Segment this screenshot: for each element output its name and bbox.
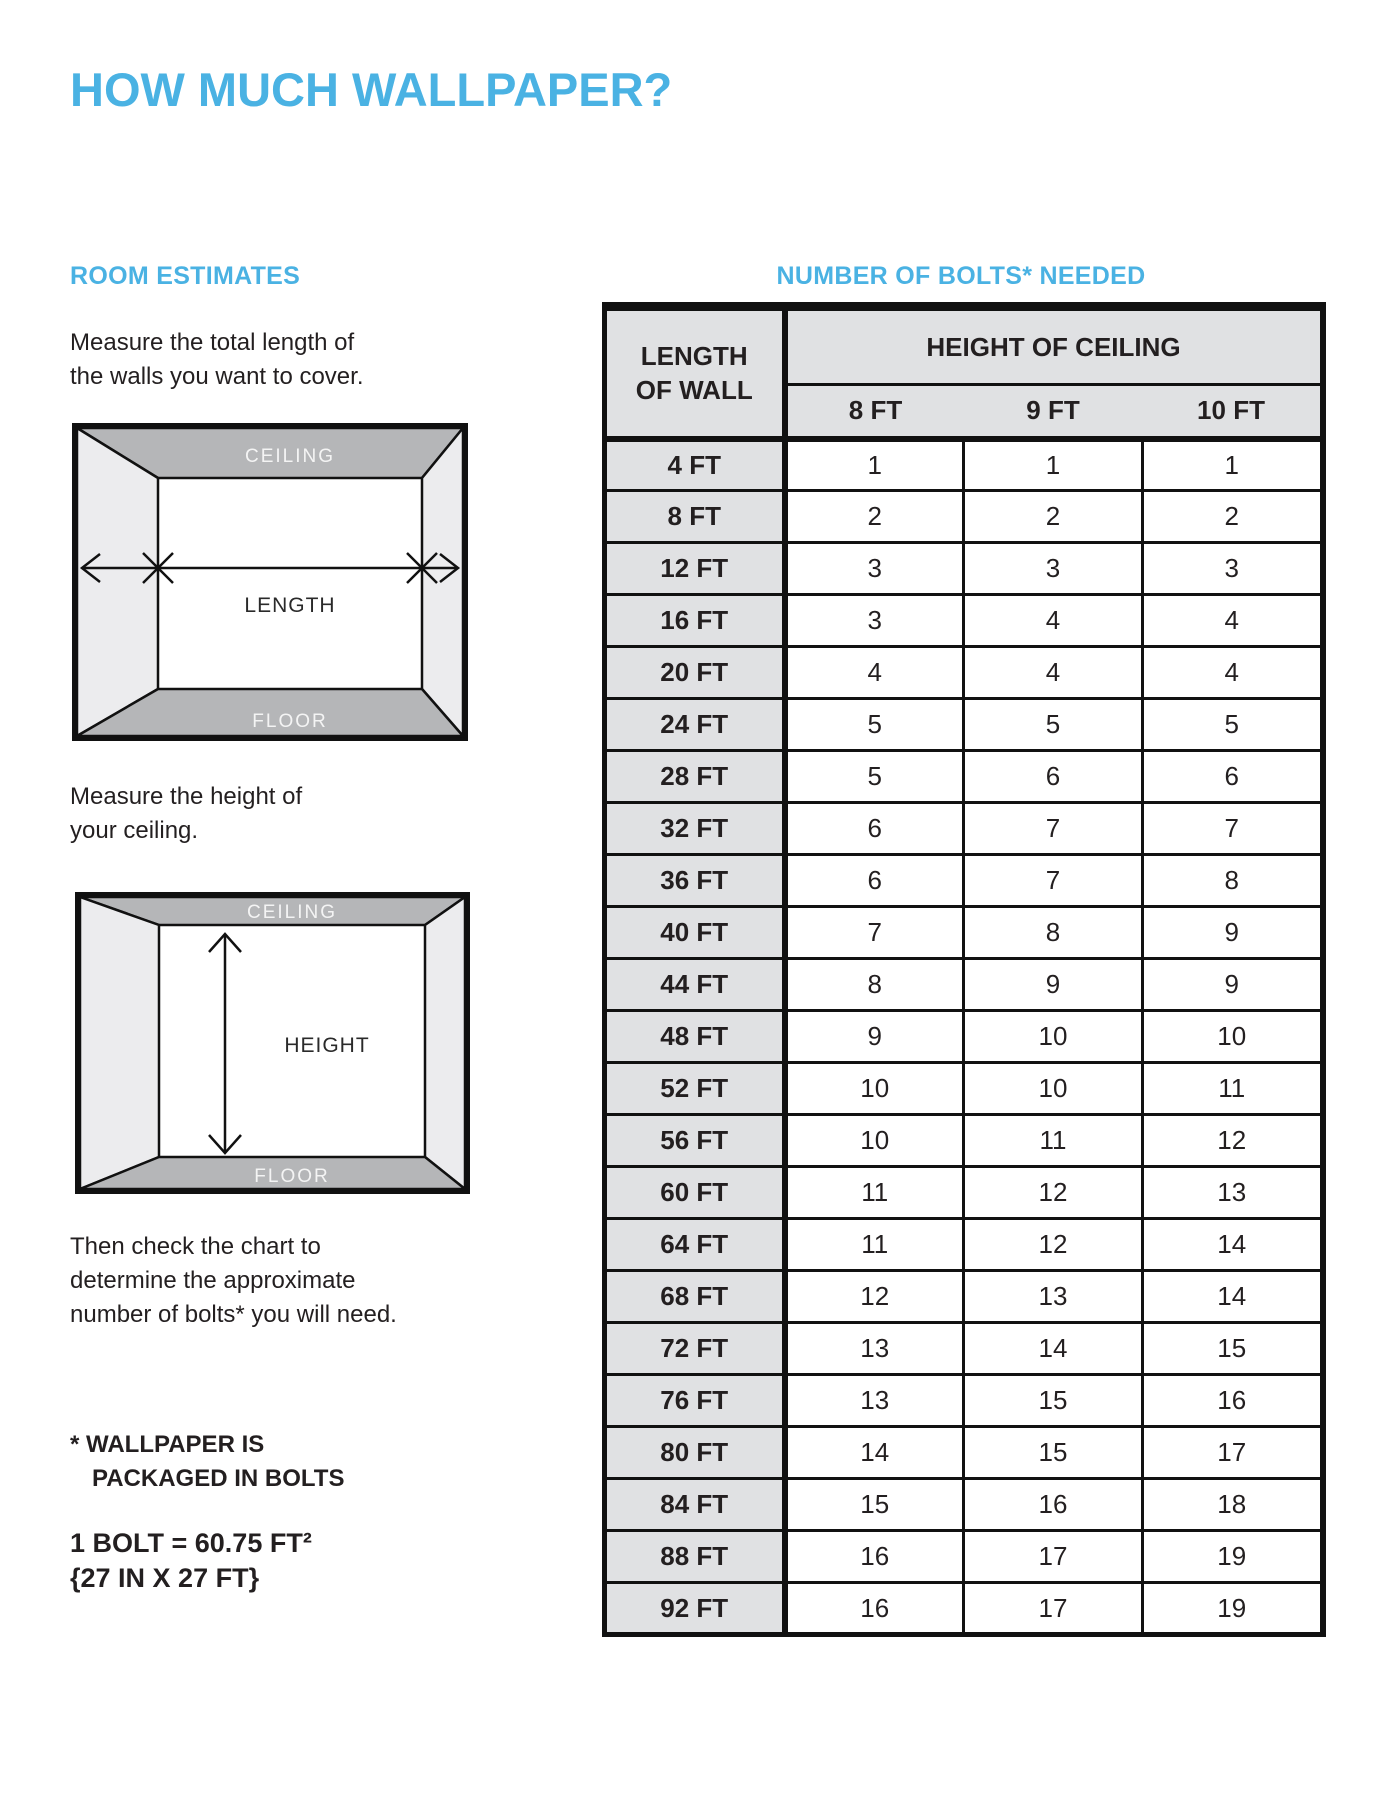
- left-wall-panel: [77, 428, 158, 736]
- row-label: 68 FT: [605, 1271, 785, 1323]
- bolts-needed-heading: NUMBER OF BOLTS* NEEDED: [776, 262, 1146, 290]
- table-row: [605, 1115, 1323, 1167]
- table-cell: 16: [1143, 1375, 1323, 1427]
- table-cell: 15: [785, 1479, 964, 1531]
- table-cell: 17: [1143, 1427, 1323, 1479]
- table-row: [605, 1219, 1323, 1271]
- table-row: [605, 1375, 1323, 1427]
- table-cell: 6: [785, 855, 964, 907]
- row-label: 12 FT: [605, 543, 785, 595]
- table-cell: 19: [1143, 1531, 1323, 1583]
- table-cell: 2: [785, 491, 964, 543]
- row-label: 44 FT: [605, 959, 785, 1011]
- table-cell: 14: [785, 1427, 964, 1479]
- row-label: 20 FT: [605, 647, 785, 699]
- table-cell: 11: [785, 1167, 964, 1219]
- right-wall-panel: [422, 428, 463, 736]
- table-cell: 9: [964, 959, 1143, 1011]
- table-cell: 8: [964, 907, 1143, 959]
- table-cell: 16: [785, 1531, 964, 1583]
- row-label: 16 FT: [605, 595, 785, 647]
- paragraph-line: Measure the total length of: [70, 329, 355, 356]
- row-label: 48 FT: [605, 1011, 785, 1063]
- table-cell: 3: [785, 543, 964, 595]
- table-cell: 4: [1143, 595, 1323, 647]
- table-cell: 13: [785, 1323, 964, 1375]
- table-cell: 4: [785, 647, 964, 699]
- table-cell: 4: [964, 595, 1143, 647]
- paragraph-line: Measure the height of: [70, 783, 303, 810]
- row-label: 36 FT: [605, 855, 785, 907]
- table-cell: 7: [964, 803, 1143, 855]
- row-label: 52 FT: [605, 1063, 785, 1115]
- footnote-line: PACKAGED IN BOLTS: [92, 1465, 345, 1492]
- table-cell: 7: [785, 907, 964, 959]
- table-cell: 5: [785, 699, 964, 751]
- table-cell: 5: [1143, 699, 1323, 751]
- table-cell: 4: [1143, 647, 1323, 699]
- row-label: 28 FT: [605, 751, 785, 803]
- ceiling-label: CEILING: [246, 902, 338, 923]
- table-row: [605, 1427, 1323, 1479]
- table-row: [605, 1063, 1323, 1115]
- table-cell: 2: [964, 491, 1143, 543]
- bolt-definition-line: 1 BOLT = 60.75 FT²: [70, 1528, 312, 1558]
- table-row: [605, 699, 1323, 751]
- table-cell: 1: [785, 439, 964, 491]
- paragraph-line: determine the approximate: [70, 1267, 356, 1294]
- table-cell: 18: [1143, 1479, 1323, 1531]
- table-cell: 10: [964, 1011, 1143, 1063]
- table-row: [605, 959, 1323, 1011]
- row-label: 8 FT: [605, 491, 785, 543]
- table-cell: 6: [964, 751, 1143, 803]
- table-row: [605, 1011, 1323, 1063]
- row-label: 40 FT: [605, 907, 785, 959]
- table-cell: 11: [785, 1219, 964, 1271]
- table-cell: 11: [964, 1115, 1143, 1167]
- paragraph-line: your ceiling.: [70, 817, 199, 844]
- row-label: 72 FT: [605, 1323, 785, 1375]
- room-estimates-heading: ROOM ESTIMATES: [70, 262, 301, 290]
- table-cell: 14: [1143, 1219, 1323, 1271]
- table-row: [605, 1271, 1323, 1323]
- row-label: 4 FT: [605, 439, 785, 491]
- table-row: [605, 491, 1323, 543]
- table-cell: 10: [785, 1115, 964, 1167]
- row-label: 76 FT: [605, 1375, 785, 1427]
- table-cell: 13: [1143, 1167, 1323, 1219]
- height-label: HEIGHT: [284, 1034, 370, 1057]
- table-cell: 13: [964, 1271, 1143, 1323]
- table-cell: 5: [785, 751, 964, 803]
- row-label: 92 FT: [605, 1583, 785, 1635]
- right-wall-panel: [425, 897, 465, 1189]
- column-header-9ft: 9 FT: [964, 385, 1143, 439]
- room-length-diagram: [72, 423, 468, 741]
- table-cell: 12: [785, 1271, 964, 1323]
- table-cell: 14: [1143, 1271, 1323, 1323]
- table-row: [605, 595, 1323, 647]
- table-row: [605, 1583, 1323, 1635]
- table-cell: 1: [964, 439, 1143, 491]
- footnote-line: * WALLPAPER IS: [70, 1431, 265, 1458]
- page-title: HOW MUCH WALLPAPER?: [70, 63, 673, 116]
- column-header-10ft: 10 FT: [1143, 385, 1323, 439]
- table-cell: 17: [964, 1583, 1143, 1635]
- instruction-paragraph-1: [70, 326, 363, 394]
- header-line: OF WALL: [635, 375, 753, 406]
- table-cell: 10: [1143, 1011, 1323, 1063]
- table-row: [605, 1167, 1323, 1219]
- row-label: 24 FT: [605, 699, 785, 751]
- table-cell: 3: [785, 595, 964, 647]
- table-cell: 19: [1143, 1583, 1323, 1635]
- table-cell: 6: [1143, 751, 1323, 803]
- table-cell: 5: [964, 699, 1143, 751]
- instruction-paragraph-3: [70, 1230, 397, 1332]
- paragraph-line: the walls you want to cover.: [70, 363, 364, 390]
- table-cell: 4: [964, 647, 1143, 699]
- table-row: [605, 907, 1323, 959]
- table-cell: 9: [785, 1011, 964, 1063]
- table-cell: 17: [964, 1531, 1143, 1583]
- table-cell: 9: [1143, 907, 1323, 959]
- table-cell: 15: [964, 1375, 1143, 1427]
- row-label: 64 FT: [605, 1219, 785, 1271]
- length-label: LENGTH: [244, 594, 336, 617]
- table-cell: 10: [785, 1063, 964, 1115]
- table-cell: 6: [785, 803, 964, 855]
- table-cell: 3: [1143, 543, 1323, 595]
- table-row: [605, 543, 1323, 595]
- row-label: 32 FT: [605, 803, 785, 855]
- table-cell: 12: [1143, 1115, 1323, 1167]
- table-cell: 7: [1143, 803, 1323, 855]
- table-cell: 13: [785, 1375, 964, 1427]
- instruction-paragraph-2: [70, 780, 302, 848]
- table-row: [605, 1323, 1323, 1375]
- table-header-row: [605, 307, 1323, 385]
- table-cell: 14: [964, 1323, 1143, 1375]
- table-cell: 12: [964, 1167, 1143, 1219]
- floor-label: FLOOR: [252, 711, 328, 732]
- table-cell: 1: [1143, 439, 1323, 491]
- wallpaper-bolts-footnote: [70, 1428, 344, 1496]
- bolts-table: [602, 302, 1326, 1637]
- table-row: [605, 855, 1323, 907]
- row-label: 60 FT: [605, 1167, 785, 1219]
- ceiling-height-diagram: [75, 892, 470, 1194]
- length-of-wall-header: [605, 307, 785, 439]
- table-cell: 15: [964, 1427, 1143, 1479]
- table-cell: 8: [1143, 855, 1323, 907]
- table-cell: 10: [964, 1063, 1143, 1115]
- left-wall-panel: [80, 897, 159, 1189]
- table-cell: 8: [785, 959, 964, 1011]
- table-row: [605, 751, 1323, 803]
- table-cell: 11: [1143, 1063, 1323, 1115]
- row-label: 80 FT: [605, 1427, 785, 1479]
- row-label: 84 FT: [605, 1479, 785, 1531]
- table-cell: 16: [785, 1583, 964, 1635]
- row-label: 88 FT: [605, 1531, 785, 1583]
- table-row: [605, 439, 1323, 491]
- bolt-definition-line: {27 IN X 27 FT}: [70, 1563, 260, 1593]
- height-of-ceiling-header: HEIGHT OF CEILING: [785, 307, 1323, 385]
- paragraph-line: number of bolts* you will need.: [70, 1301, 397, 1328]
- header-line: LENGTH: [640, 341, 748, 372]
- table-cell: 2: [1143, 491, 1323, 543]
- table-cell: 9: [1143, 959, 1323, 1011]
- table-cell: 3: [964, 543, 1143, 595]
- column-header-8ft: 8 FT: [785, 385, 964, 439]
- floor-label: FLOOR: [254, 1166, 330, 1187]
- table-cell: 16: [964, 1479, 1143, 1531]
- table-cell: 12: [964, 1219, 1143, 1271]
- ceiling-label: CEILING: [244, 446, 336, 467]
- table-cell: 7: [964, 855, 1143, 907]
- table-row: [605, 1531, 1323, 1583]
- row-label: 56 FT: [605, 1115, 785, 1167]
- table-row: [605, 1479, 1323, 1531]
- table-cell: 15: [1143, 1323, 1323, 1375]
- table-row: [605, 803, 1323, 855]
- paragraph-line: Then check the chart to: [70, 1233, 321, 1260]
- table-row: [605, 647, 1323, 699]
- bolt-definition: [70, 1526, 312, 1596]
